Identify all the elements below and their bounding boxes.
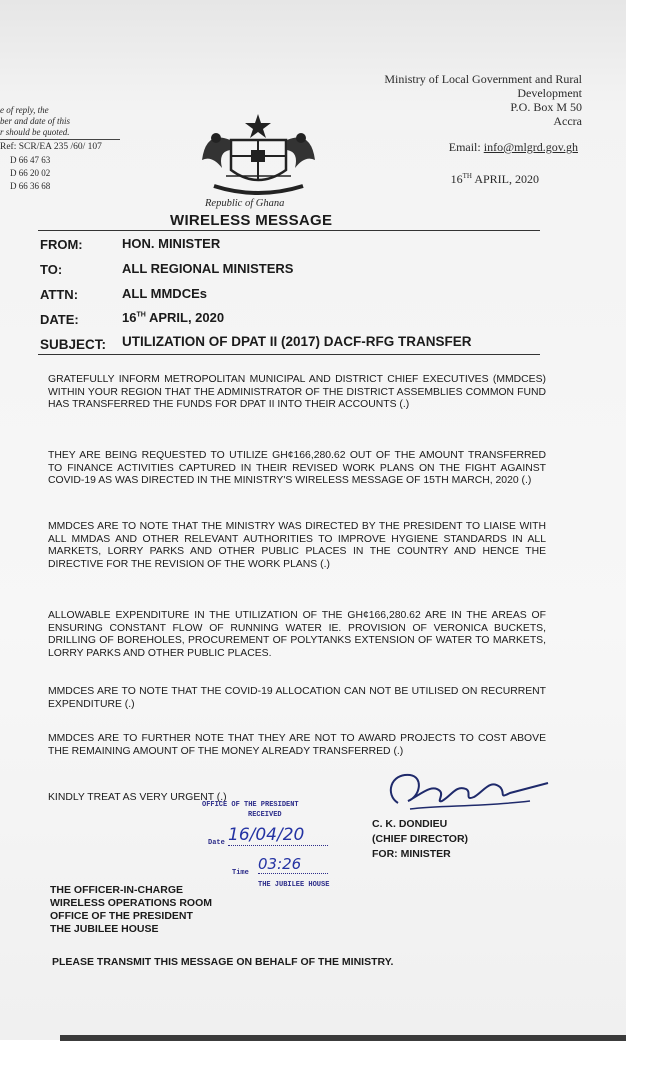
stamp-date-value: 16/04/20 — [228, 825, 328, 846]
reply-note — [0, 105, 70, 138]
date-rest: APRIL, 2020 — [148, 310, 225, 325]
reply-note-line: e of reply, the — [0, 105, 49, 115]
to-label: TO: — [40, 262, 63, 277]
telephone-line: D 66 36 68 — [10, 181, 51, 191]
body-paragraph: THEY ARE BEING REQUESTED TO UTILIZE GH¢166,280.62 OUT OF THE AMOUNT TRANSFERRED TO FINANCE ACTIVITIES CAPTURED IN THEIR REVISED WORK PLANS ON THE FIGHT AGAINST COVID-19 AS WAS DIRECTED IN THE MINISTRY'S WIRELESS MESSAGE OF 15TH MARCH, 2020 (.) — [48, 450, 546, 487]
stamp-time-value: 03:26 — [258, 855, 328, 874]
address-line: Development — [517, 86, 582, 100]
date-suffix: TH — [136, 311, 146, 319]
telephone-line: D 66 20 02 — [10, 168, 51, 178]
title-divider — [38, 230, 540, 231]
body-paragraph: GRATEFULLY INFORM METROPOLITAN MUNICIPAL AND DISTRICT CHIEF EXECUTIVES (MMDCES) WITHIN YOUR REGION THAT THE ADMINISTRATOR OF THE DISTRICT ASSEMBLIES COMMON FUND HAS TRANSFERRED THE FUNDS FOR DPAT II INTO THEIR ACCOUNTS (.) — [48, 374, 546, 411]
telephone-line: D 66 47 63 — [10, 155, 51, 165]
received-stamp — [200, 795, 358, 890]
letter-date — [451, 172, 539, 187]
body-paragraph: MMDCES ARE TO NOTE THAT THE COVID-19 ALLOCATION CAN NOT BE UTILISED ON RECURRENT EXPENDITURE (.) — [48, 686, 546, 710]
stamp-line: THE JUBILEE HOUSE — [258, 881, 330, 889]
email-label: Email: — [448, 140, 481, 154]
transmit-instruction: PLEASE TRANSMIT THIS MESSAGE ON BEHALF OF THE MINISTRY. — [52, 956, 394, 968]
addressee-line: WIRELESS OPERATIONS ROOM — [50, 897, 212, 909]
address-line: Ministry of Local Government and Rural — [384, 72, 582, 86]
body-paragraph: MMDCES ARE TO FURTHER NOTE THAT THEY ARE NOT TO AWARD PROJECTS TO COST ABOVE THE REMAINING AMOUNT OF THE MONEY ALREADY TRANSFERRED (.) — [48, 733, 546, 757]
reply-note-line: ber and date of this — [0, 116, 70, 126]
addressee-line: THE JUBILEE HOUSE — [50, 923, 159, 935]
subject-value: UTILIZATION OF DPAT II (2017) DACF-RFG TRANSFER — [122, 334, 472, 349]
stamp-date-label: Date — [208, 839, 225, 847]
stamp-line: OFFICE OF THE PRESIDENT — [202, 801, 299, 809]
addressee-line: THE OFFICER-IN-CHARGE — [50, 884, 183, 896]
document-title: WIRELESS MESSAGE — [170, 212, 333, 229]
reference-number: Ref: SCR/EA 235 /60/ 107 — [0, 142, 102, 152]
date-label: DATE: — [40, 312, 79, 327]
stamp-line: RECEIVED — [248, 811, 282, 819]
date-value — [122, 310, 224, 325]
subject-label: SUBJECT: — [40, 337, 107, 352]
body-paragraph: MMDCES ARE TO NOTE THAT THE MINISTRY WAS DIRECTED BY THE PRESIDENT TO LIAISE WITH ALL MMDAS AND OTHER RELEVANT AUTHORITIES TO IMPROVE HYGIENE STANDARDS IN ALL MARKETS, LORRY PARKS AND OTHER PUBLIC PLACES IN THE COUNTRY AND HENCE THE DIRECTIVE FOR THE REVISION OF THE WORK PLANS (.) — [48, 521, 546, 570]
stamp-time-label: Time — [232, 869, 249, 877]
coat-of-arms-icon — [196, 110, 321, 198]
scan-edge — [60, 1035, 626, 1041]
signatory-for: FOR: MINISTER — [372, 848, 451, 860]
ministry-address — [322, 72, 582, 128]
date-day: 16 — [450, 172, 463, 186]
from-value: HON. MINISTER — [122, 236, 221, 251]
signatory-name: C. K. DONDIEU — [372, 818, 448, 830]
crest-caption: Republic of Ghana — [205, 198, 285, 209]
date-day: 16 — [122, 310, 137, 325]
address-line: Accra — [553, 114, 582, 128]
reply-note-line: r should be quoted. — [0, 127, 70, 137]
to-value: ALL REGIONAL MINISTERS — [122, 261, 294, 276]
addressee-line: OFFICE OF THE PRESIDENT — [50, 910, 193, 922]
email-line — [449, 140, 578, 155]
attn-label: ATTN: — [40, 287, 79, 302]
attn-value: ALL MMDCEs — [122, 286, 207, 301]
date-suffix: TH — [462, 172, 472, 180]
from-label: FROM: — [40, 237, 83, 252]
reference-divider — [0, 139, 120, 140]
email-link[interactable]: info@mlgrd.gov.gh — [483, 140, 578, 154]
date-rest: APRIL, 2020 — [474, 172, 539, 186]
address-line: P.O. Box M 50 — [510, 100, 582, 114]
signature-icon — [380, 765, 550, 820]
signatory-title: (CHIEF DIRECTOR) — [372, 833, 469, 845]
subject-divider — [38, 354, 540, 355]
closing-line: KINDLY TREAT AS VERY URGENT (.) — [48, 792, 227, 803]
body-paragraph: ALLOWABLE EXPENDITURE IN THE UTILIZATION OF THE GH¢166,280.62 ARE IN THE AREAS OF ENSURING CONSTANT FLOW OF RUNNING WATER IE. PROVISION OF VERONICA BUCKETS, DRILLING OF BOREHOLES, PROCUREMENT OF POLYTANKS EXTENSION OF WATER TO MARKETS, LORRY PARKS AND OTHER PUBLIC PLACES. — [48, 610, 546, 659]
